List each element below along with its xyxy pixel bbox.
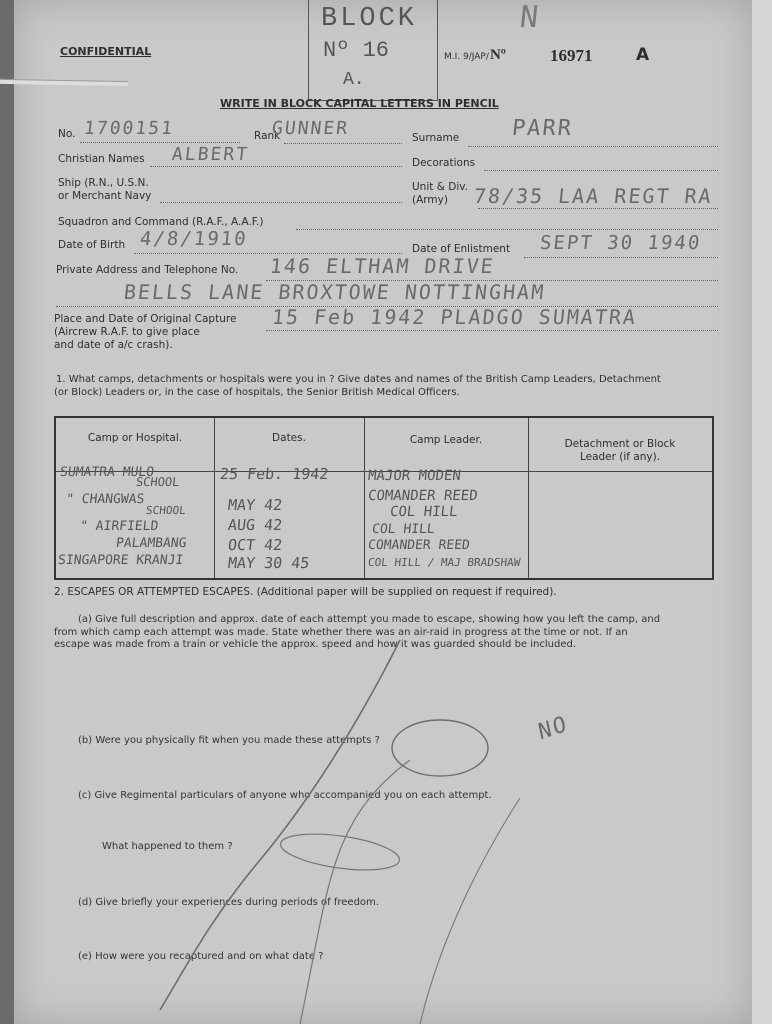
row2-leader: COMANDER REED [367, 488, 479, 504]
row5-camp: " AIRFIELD [79, 519, 160, 534]
squadron-label: Squadron and Command (R.A.F., A.A.F.) [58, 216, 264, 228]
rank-label: Rank [254, 130, 281, 142]
capture-label-line3: and date of a/c crash). [54, 339, 173, 351]
header-camp: Camp or Hospital. [87, 432, 183, 444]
form-instruction: WRITE IN BLOCK CAPITAL LETTERS IN PENCIL [220, 97, 499, 110]
row3-date: MAY 42 [227, 496, 284, 514]
question1-text-line2: (or Block) Leaders or, in the case of hospitals, the Senior British Medical Officers. [54, 387, 460, 398]
header-detachment-line2: Leader (if any). [579, 451, 661, 463]
question2-heading: 2. ESCAPES OR ATTEMPTED ESCAPES. (Additional paper will be supplied on request if required). [54, 586, 557, 598]
enlistment-value: SEPT 30 1940 [538, 232, 703, 254]
capture-label-line2: (Aircrew R.A.F. to give place [54, 326, 200, 338]
stamp-number: Nº 16 [323, 38, 390, 63]
address-label: Private Address and Telephone No. [56, 264, 239, 276]
question2b-answer: NO [536, 711, 571, 746]
decorations-label: Decorations [412, 157, 476, 169]
address-value-line1: 146 ELTHAM DRIVE [268, 254, 496, 278]
header-detachment-line1: Detachment or Block [564, 438, 676, 450]
header-camp-leader: Camp Leader. [409, 434, 483, 446]
row5-date: AUG 42 [227, 516, 284, 534]
enlistment-label: Date of Enlistment [412, 243, 511, 255]
ship-label-line2: or Merchant Navy [58, 190, 152, 202]
form-suffix: A [636, 45, 650, 65]
question2d: (d) Give briefly your experiences during periods of freedom. [78, 897, 379, 908]
service-number-label: No. [58, 128, 76, 140]
unit-label-line1: Unit & Div. [412, 181, 468, 193]
surname-value: PARR [510, 116, 575, 141]
question2a-line3: escape was made from a train or vehicle the approx. speed and how it was guarded should be included. [54, 639, 577, 650]
row3-camp: " CHANGWAS [65, 492, 146, 507]
corner-mark: N [518, 0, 542, 35]
row7-date: MAY 30 45 [227, 554, 311, 572]
surname-label: Surname [412, 132, 460, 144]
row7-leader: COL HILL / MAJ BRADSHAW [367, 556, 522, 569]
address-value-line2: BELLS LANE BROXTOWE NOTTINGHAM [122, 280, 547, 304]
christian-names-value: ALBERT [170, 144, 251, 165]
unit-label-line2: (Army) [412, 194, 448, 206]
row7-camp: SINGAPORE KRANJI [57, 553, 185, 568]
row1-date: 25 Feb. 1942 [219, 465, 330, 483]
row6-camp: PALAMBANG [115, 536, 188, 551]
question2a-line1: (a) Give full description and approx. date of each attempt you made to escape, showing how you left the camp, and [78, 614, 661, 625]
row2-camp: SCHOOL [135, 475, 181, 489]
capture-value: 15 Feb 1942 PLADGO SUMATRA [270, 305, 639, 329]
stamp-block-text: BLOCK [321, 4, 418, 34]
unit-value: 78/35 LAA REGT RA [472, 184, 714, 208]
question2a-line2: from which camp each attempt was made. State whether there was an air-raid in progress at the time or not. If an [54, 627, 628, 638]
form-number-label: Nº [490, 47, 506, 63]
capture-label-line1: Place and Date of Original Capture [54, 313, 237, 325]
confidential-label: CONFIDENTIAL [60, 45, 152, 58]
row1-leader: MAJOR MODEN [367, 468, 462, 484]
row1-camp: SUMATRA MULO [59, 465, 155, 480]
question2e: (e) How were you recaptured and on what date ? [78, 951, 324, 962]
mi9-reference: M.I. 9/JAP/ [444, 52, 489, 62]
form-number-value: 16971 [550, 46, 593, 65]
header-dates: Dates. [272, 432, 306, 444]
question1-text-line1: 1. What camps, detachments or hospitals were you in ? Give dates and names of the British Camp Leaders, Detachment [56, 374, 661, 385]
date-of-birth-value: 4/8/1910 [138, 228, 249, 250]
rank-value: GUNNER [270, 118, 351, 139]
stamp-letter: A. [343, 70, 365, 90]
row5-leader: COL HILL [371, 522, 436, 537]
row6-date: OCT 42 [227, 536, 284, 554]
question2b: (b) Were you physically fit when you made these attempts ? [78, 735, 380, 746]
service-number-value: 1700151 [82, 118, 175, 139]
row3-leader: COL HILL [389, 504, 459, 520]
question2c-followup: What happened to them ? [102, 841, 233, 852]
ship-label-line1: Ship (R.N., U.S.N. [58, 177, 149, 189]
date-of-birth-label: Date of Birth [58, 239, 126, 251]
christian-names-label: Christian Names [58, 153, 145, 165]
row4-camp: SCHOOL [145, 504, 187, 517]
row6-leader: COMANDER REED [367, 538, 471, 553]
question2c: (c) Give Regimental particulars of anyone who accompanied you on each attempt. [78, 790, 492, 801]
